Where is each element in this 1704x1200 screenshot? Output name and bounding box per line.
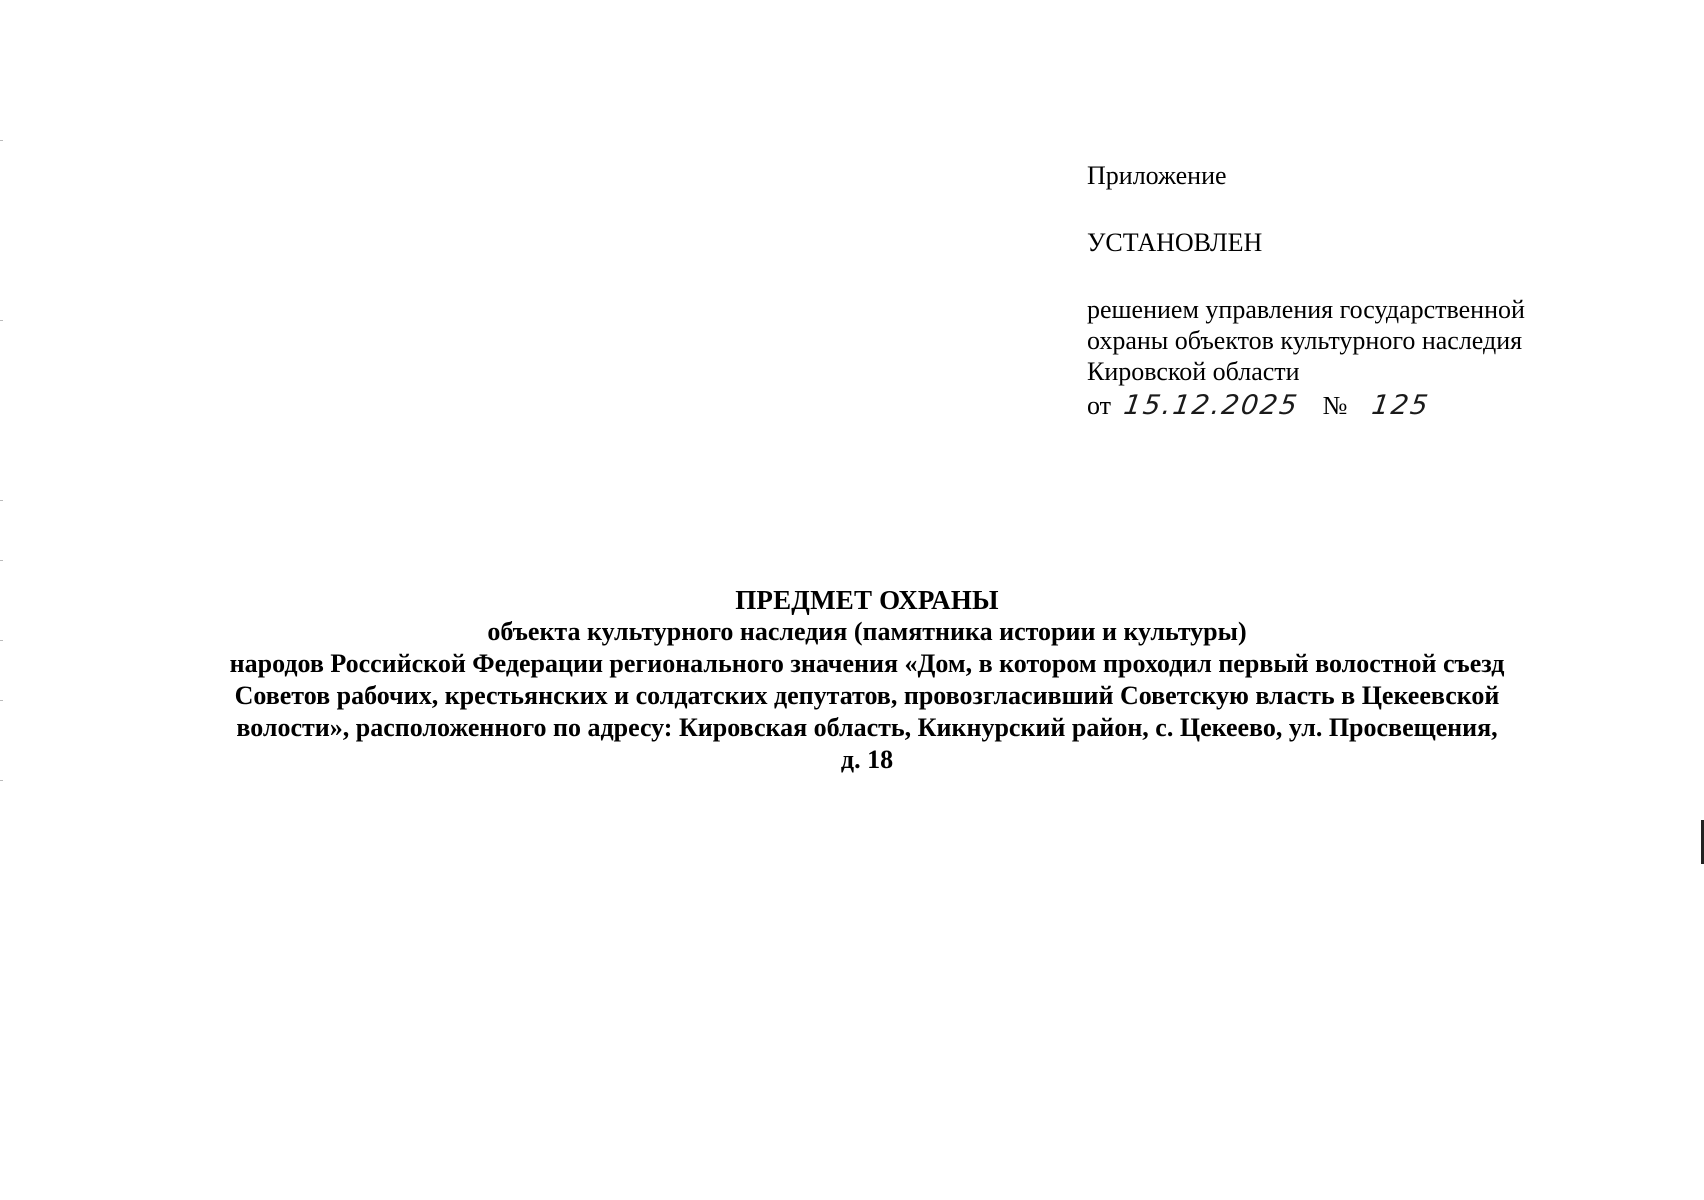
scan-margin-tick <box>0 500 3 501</box>
document-title-block <box>150 584 1584 776</box>
title-line: объекта культурного наследия (памятника истории и культуры) <box>487 617 1247 646</box>
scan-margin-tick <box>0 640 3 641</box>
handwritten-date: 15.12.2025 <box>1121 390 1301 421</box>
scan-margin-tick <box>0 560 3 561</box>
title-line: д. 18 <box>840 745 894 774</box>
document-heading: ПРЕДМЕТ ОХРАНЫ <box>735 585 999 615</box>
handwritten-number: 125 <box>1369 390 1432 421</box>
date-prefix: от <box>1087 391 1112 420</box>
established-label: УСТАНОВЛЕН <box>1087 228 1263 257</box>
date-number-line <box>1087 390 1647 421</box>
approval-stamp-block <box>1087 160 1647 421</box>
decision-line: Кировской области <box>1087 357 1300 386</box>
scan-margin-tick <box>0 320 3 321</box>
scan-margin-tick <box>0 700 3 701</box>
scan-margin-tick <box>0 140 3 141</box>
title-line: волости», расположенного по адресу: Кировская область, Кикнурский район, с. Цекеево, ул. Просвещения, <box>236 713 1498 742</box>
decision-text <box>1087 294 1647 387</box>
decision-line: охраны объектов культурного наследия <box>1087 326 1523 355</box>
appendix-label: Приложение <box>1087 161 1227 190</box>
title-line: Советов рабочих, крестьянских и солдатских депутатов, провозгласивший Советскую власть в Цекеевской <box>234 681 1500 710</box>
title-line: народов Российской Федерации регионального значения «Дом, в котором проходил первый волостной съезд <box>229 649 1505 678</box>
scan-margin-tick <box>0 780 3 781</box>
decision-line: решением управления государственной <box>1087 295 1525 324</box>
number-sign: № <box>1322 391 1348 420</box>
